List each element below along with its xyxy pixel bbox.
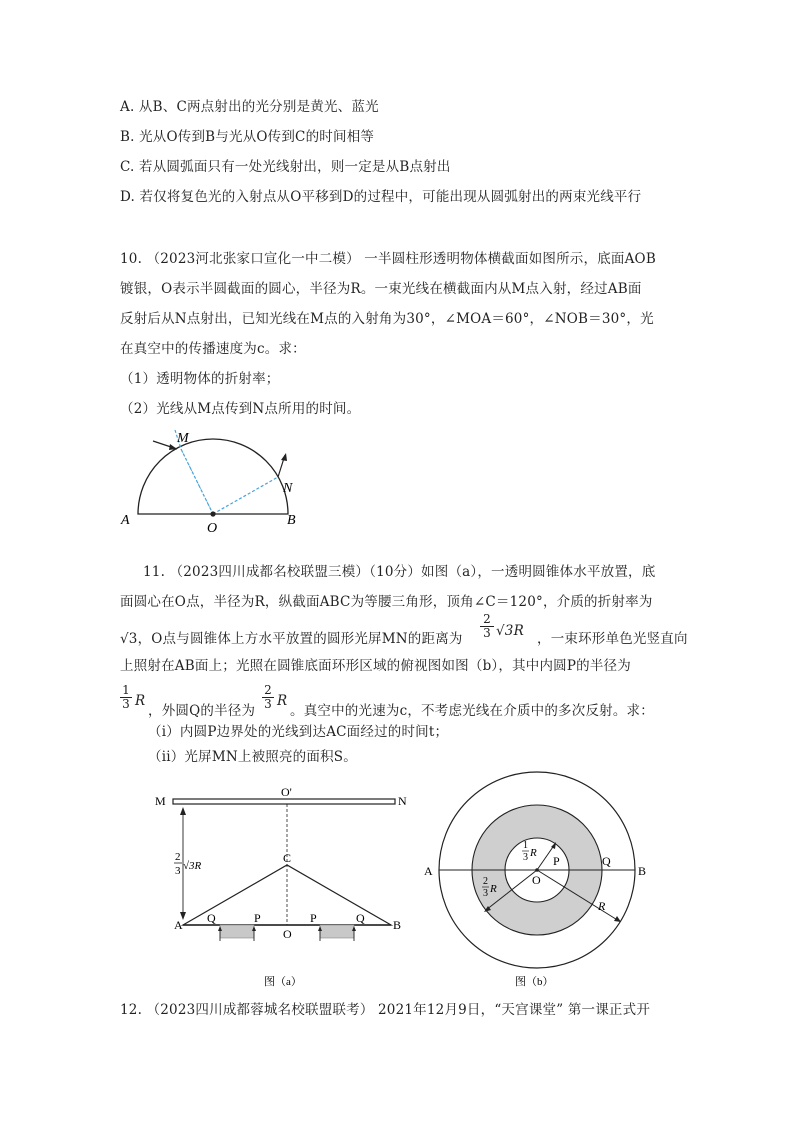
label-o: O xyxy=(207,521,218,535)
dist-den: 3 xyxy=(175,865,181,877)
option-d: D. 若仅将复色光的入射点从O平移到D的过程中，可能出现从圆弧射出的两束光线平行 xyxy=(120,189,642,205)
q10-sub-1: （1）透明物体的折射率； xyxy=(120,371,280,387)
mid-den: 3 xyxy=(483,888,488,899)
input-arrow-head xyxy=(169,444,177,450)
fig-a-label-a: A xyxy=(174,918,183,932)
output-arrow-head xyxy=(281,453,287,461)
reflected-ray xyxy=(213,477,278,514)
fig-a-caption: 图（a） xyxy=(264,976,302,988)
fig-b-label-r: R xyxy=(598,899,606,913)
q10-line-1: 10. （2023河北张家口宣化一中二模） 一半圆柱形透明物体横截面如图所示，底面AOB xyxy=(120,251,656,267)
frac-tail-root3r: √3R xyxy=(496,623,524,639)
q11-line-1: 11. （2023四川成都名校联盟三模）（10分）如图（a），一透明圆锥体水平放置，底 xyxy=(143,564,656,580)
inner-num: 1 xyxy=(523,840,528,851)
light-band-left xyxy=(220,925,254,938)
label-a: A xyxy=(121,513,130,528)
frac-two-thirds: $\frac{2}{3}$ xyxy=(262,684,274,711)
fig-b-label-q: Q xyxy=(602,854,611,868)
label-n: N xyxy=(283,481,293,496)
mid-num: 2 xyxy=(483,876,488,887)
frac-r-1: R xyxy=(135,693,146,709)
q11-sub-1: （i）内圆P边界处的光线到达AC面经过的时间t； xyxy=(148,724,449,740)
option-c: C. 若从圆弧面只有一处光线射出，则一定是从B点射出 xyxy=(120,159,451,175)
q11-line-2: 面圆心在O点，半径为R，纵截面ABC为等腰三角形，顶角∠C＝120°，介质的折射率为 xyxy=(120,594,653,610)
q11-line-5b: 。真空中的光速为c，不考虑光线在介质中的多次反射。求： xyxy=(290,703,654,719)
fig-a-label-oprime: O' xyxy=(281,785,292,799)
frac-r-2: R xyxy=(277,693,288,709)
fig-a-label-q1: Q xyxy=(207,911,216,925)
fig-a-label-n: N xyxy=(398,794,407,808)
inner-r: R xyxy=(530,847,537,859)
q11-figure-a xyxy=(150,785,410,1000)
fig-b-label-o: O xyxy=(532,873,541,887)
q11-line-3b: ，一束环形单色光竖直向 xyxy=(537,631,688,647)
q12-line-1: 12. （2023四川成都蓉城名校联盟联考） 2021年12月9日，“天宫课堂” 第一课正式开 xyxy=(120,1002,651,1018)
label-b: B xyxy=(287,513,296,528)
option-a: A. 从B、C两点射出的光分别是黄光、蓝光 xyxy=(120,99,379,115)
q11-line-4: 上照射在AB面上；光照在圆锥底面环形区域的俯视图如图（b），其中内圆P的半径为 xyxy=(120,658,631,674)
label-m: M xyxy=(177,431,189,446)
mid-r: R xyxy=(490,883,497,895)
center-dot xyxy=(210,511,215,516)
q10-line-2: 镀银，O表示半圆截面的圆心，半径为R。一束光线在横截面内从M点入射，经过AB面 xyxy=(120,281,642,297)
q11-figure-b xyxy=(420,768,660,1000)
q10-sub-2: （2）光线从M点传到N点所用的时间。 xyxy=(120,401,361,417)
dist-tail: √3R xyxy=(183,860,202,872)
fig-b-label-a: A xyxy=(424,864,433,878)
fig-b-label-p: P xyxy=(553,854,560,868)
screen-mn xyxy=(173,799,395,804)
semicircle-outline xyxy=(138,439,288,514)
fig-a-label-p2: P xyxy=(310,911,317,925)
q10-line-3: 反射后从N点射出，已知光线在M点的入射角为30°，∠MOA＝60°，∠NOB＝30°，光 xyxy=(120,311,654,327)
inner-den: 3 xyxy=(523,852,528,863)
fig-a-label-p1: P xyxy=(254,911,261,925)
fig-b-label-b: B xyxy=(638,864,647,878)
q11-line-3a: √3，O点与圆锥体上方水平放置的圆形光屏MN的距离为 xyxy=(120,631,463,647)
q11-line-5a: ，外圆Q的半径为 xyxy=(148,703,256,719)
light-band-right xyxy=(320,925,354,938)
frac-one-third: $\frac{1}{3}$ xyxy=(120,684,132,711)
q10-line-4: 在真空中的传播速度为c。求： xyxy=(120,341,306,357)
q10-semicircle-figure xyxy=(115,425,315,535)
fig-a-label-q2: Q xyxy=(356,911,365,925)
fig-a-label-c: C xyxy=(283,851,292,865)
distance-arrow-up xyxy=(180,807,186,815)
option-b: B. 光从O传到B与光从O传到C的时间相等 xyxy=(120,129,375,145)
fig-a-label-m: M xyxy=(155,794,166,808)
fig-b-caption: 图（b） xyxy=(515,976,554,988)
fig-a-label-b: B xyxy=(393,918,402,932)
frac-two-thirds-root3: $\frac{2}{3}$ xyxy=(480,613,494,640)
q11-sub-2: （ii）光屏MN上被照亮的面积S。 xyxy=(148,749,357,765)
fig-a-label-o: O xyxy=(283,927,292,941)
dist-num: 2 xyxy=(175,851,181,863)
